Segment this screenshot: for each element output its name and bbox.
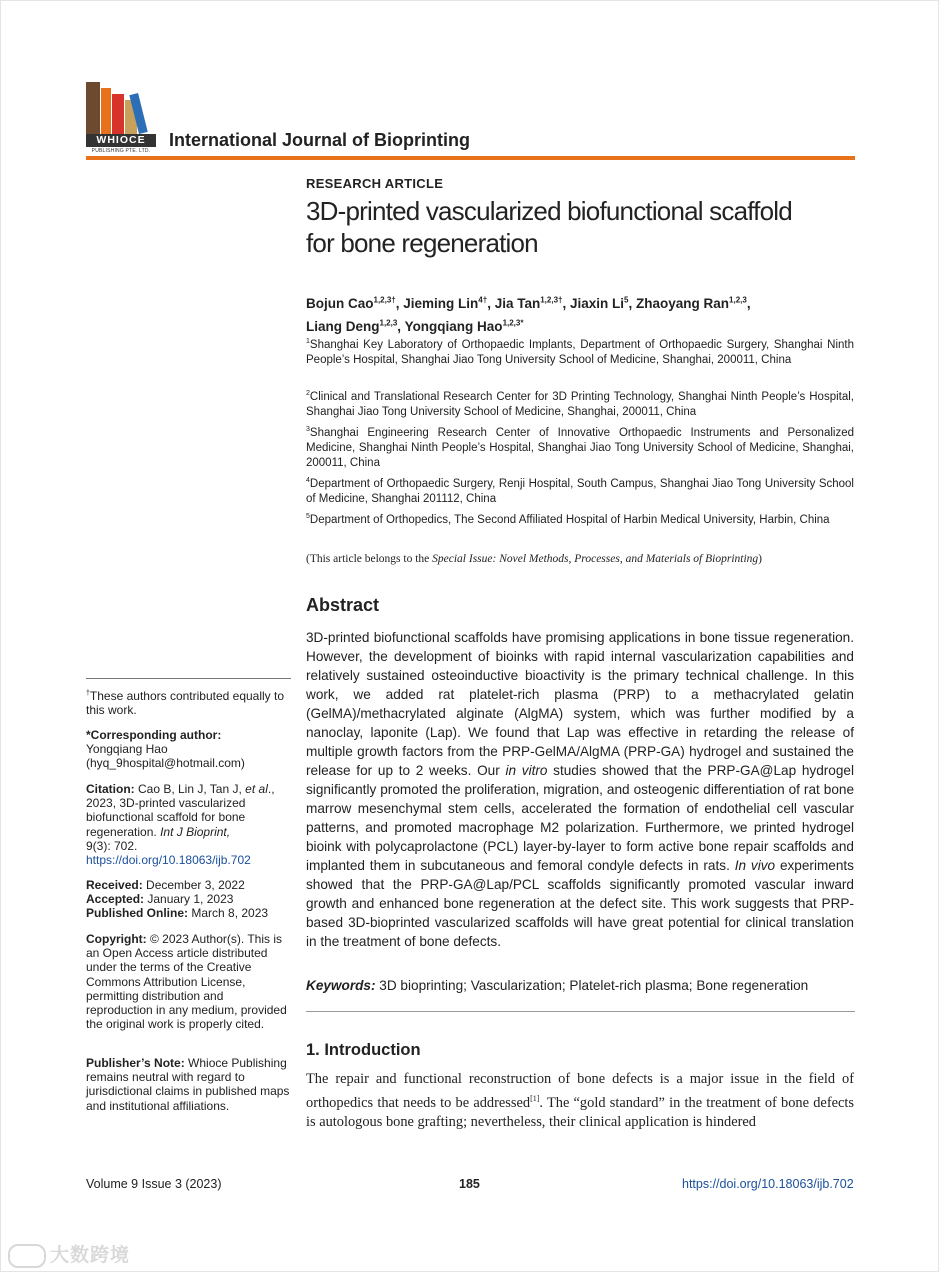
footer-volume: Volume 9 Issue 3 (2023) <box>86 1177 222 1191</box>
abstract-text: 3D-printed biofunctional scaffolds have promising applications in bone tissue regeneration. However, the development of bioinks with rapid internal vascularization capabilities and relatively sustained osteoinductive bioactivity is the primary technical challenge. In this work, we added rat platelet-rich plasma (PRP) to a methacrylated gelatin (GelMA)/methacrylated alginate (AlgMA) system, which was further modified by a nanoclay, laponite (Lap). We found that Lap was effective in retarding the release of multiple growth factors from the PRP-GelMA/AlgMA (PRP-GA) hydrogel and sustained the release for up to 2 weeks. Our in vitro studies showed that the PRP-GA@Lap hydrogel significantly promoted the proliferation, migration, and osteogenic differentiation of rat bone marrow mesenchymal stem cells, accelerated the formation of endothelial cell vascular patterns, and promoted macrophage M2 polarization. Furthermore, we printed hydrogel bioink with polycaprolactone (PCL) layer-by-layer to form active bone repair scaffolds and implanted them in subcutaneous and femoral condyle defects in rats. In vivo experiments showed that the PRP-GA@Lap/PCL scaffolds significantly promoted vascular inward growth and enhanced bone regeneration at the defect site. This work suggests that PRP-based 3D-bioprinted vascularized scaffolds will have great potential for clinical translation in the treatment of bone defects. <box>306 630 854 949</box>
author: Liang Deng$^{1,2,3}$, <box>306 318 405 334</box>
author-list <box>306 290 856 337</box>
affiliation: $^5$Department of Orthopedics, The Second Affiliated Hospital of Harbin Medical University, Harbin, China <box>306 513 830 526</box>
corresponding-email[interactable]: (hyq_9hospital@hotmail.com) <box>86 756 245 771</box>
watermark: 大数跨境 <box>8 1240 130 1268</box>
watermark-icon <box>8 1244 46 1268</box>
reference-link[interactable]: [1] <box>530 1094 540 1103</box>
author: Zhaoyang Ran$^{1,2,3}$, <box>636 295 751 311</box>
header-divider <box>86 156 855 160</box>
author: Jieming Lin$^{4\dagger}$, <box>403 295 495 311</box>
affiliation: $^3$Shanghai Engineering Research Center of Innovative Orthopaedic Instruments and Personalized Medicine, Shanghai Ninth People’s Hospital, Shanghai Jiao Tong University School of Medicine, Shanghai, 200011, China <box>306 426 854 469</box>
citation: Citation: Cao B, Lin J, Tan J, et al., 2023, 3D-printed vascularized biofunctional scaffold for bone regeneration. Int J Bioprint, 9(3): 702. https://doi.org/10.18063/ijb.702 <box>86 782 275 868</box>
page-number: 185 <box>459 1177 480 1191</box>
article-title <box>306 195 856 259</box>
logo-book-shape <box>86 82 100 134</box>
affiliation: $^4$Department of Orthopaedic Surgery, Renji Hospital, South Campus, Shanghai Jiao Tong University School of Medicine, Shanghai 201112, China <box>306 477 854 505</box>
article-title-line: 3D-printed vascularized biofunctional scaffold <box>306 196 792 226</box>
author: Jia Tan$^{1,2,3\dagger}$, <box>494 295 570 311</box>
introduction-text: The repair and functional reconstruction of bone defects is a major issue in the field of orthopedics that needs to be addressed[1]. The “gold standard” in the treatment of bone defects is autologous bone grafting; nevertheless, their clinical application is hindered <box>306 1071 854 1130</box>
author: Bojun Cao$^{1,2,3\dagger}$, <box>306 295 404 311</box>
footer-doi-link[interactable]: https://doi.org/10.18063/ijb.702 <box>682 1177 854 1191</box>
author: Jiaxin Li$^5$, <box>570 295 636 311</box>
special-issue-note: (This article belongs to the Special Issue: Novel Methods, Processes, and Materials of Bioprinting) <box>306 553 762 565</box>
section-divider <box>306 1011 855 1012</box>
copyright-note: Copyright: © 2023 Author(s). This is an Open Access article distributed under the terms of the Creative Commons Attribution License, permitting distribution and reproduction in any medium, provided the original work is properly cited. <box>86 932 287 1032</box>
logo-subtitle: PUBLISHING PTE. LTD. <box>91 148 151 154</box>
publisher-note: Publisher’s Note: Whioce Publishing remains neutral with regard to jurisdictional claims in published maps and institutional affiliations. <box>86 1056 290 1113</box>
article-title-line: for bone regeneration <box>306 228 538 258</box>
abstract-heading: Abstract <box>306 595 380 615</box>
affiliation: $^2$Clinical and Translational Research Center for 3D Printing Technology, Shanghai Ninth People’s Hospital, Shanghai Jiao Tong University School of Medicine, Shanghai, 200011, China <box>306 390 854 418</box>
logo-book-shape <box>112 94 124 134</box>
corresponding-author: *Corresponding author: Yongqiang Hao (hyq_9hospital@hotmail.com) <box>86 728 245 771</box>
sidebar-divider <box>86 678 291 679</box>
equal-contribution-note: †These authors contributed equally to this work. <box>86 689 285 718</box>
article-type: RESEARCH ARTICLE <box>306 176 444 191</box>
logo-book-shape <box>101 88 111 134</box>
author: Yongqiang Hao$^{1,2,3*}$ <box>404 318 524 334</box>
keywords: Keywords: 3D bioprinting; Vascularization; Platelet-rich plasma; Bone regeneration <box>306 978 809 993</box>
journal-title: International Journal of Bioprinting <box>169 130 470 150</box>
publisher-logo <box>86 82 156 154</box>
introduction-heading: 1. Introduction <box>306 1041 421 1059</box>
citation-doi-link[interactable]: https://doi.org/10.18063/ijb.702 <box>86 853 251 868</box>
article-dates: Received: December 3, 2022 Accepted: January 1, 2023 Published Online: March 8, 2023 <box>86 878 269 921</box>
affiliation: $^1$Shanghai Key Laboratory of Orthopaedic Implants, Department of Orthopaedic Surgery, Shanghai Ninth People’s Hospital, Shanghai Jiao Tong University School of Medicine, Shanghai, 200011, China <box>306 338 854 366</box>
logo-wordmark: WHIOCE <box>86 134 156 147</box>
